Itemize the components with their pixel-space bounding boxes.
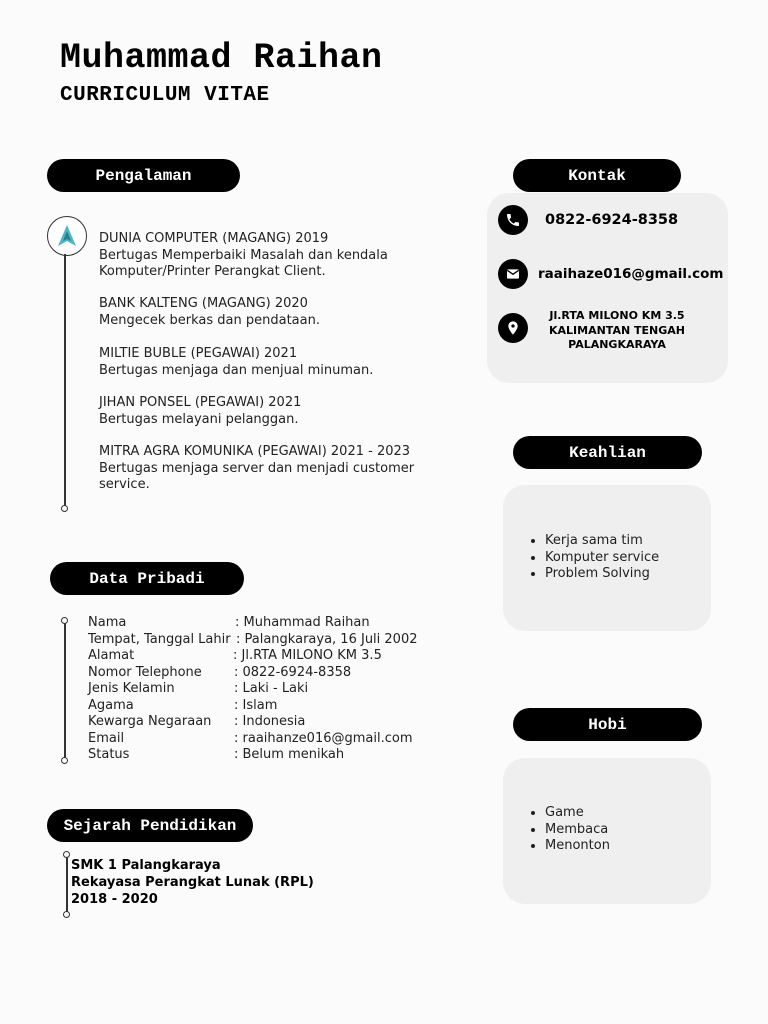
skill-item: • Komputer service: [545, 550, 659, 567]
experience-item: [99, 395, 301, 428]
timeline-end-dot: [61, 505, 68, 512]
location-pin-icon: [498, 313, 528, 343]
personal-label: Tempat, Tanggal Lahir: [88, 631, 231, 647]
timeline-end-dot: [61, 757, 68, 764]
personal-value: : Muhammad Raihan: [235, 615, 370, 630]
document-title: CURRICULUM VITAE: [60, 84, 270, 107]
hobby-item: • Membaca: [545, 822, 610, 839]
skill-item: • Kerja sama tim: [545, 533, 659, 550]
timeline-start-dot: [61, 617, 68, 624]
phone-icon: [498, 205, 528, 235]
timeline-end-dot: [63, 911, 70, 918]
address-line: PALANGKARAYA: [568, 338, 666, 351]
personal-value: : Indonesia: [234, 714, 306, 729]
experience-desc: Komputer/Printer Perangkat Client.: [99, 264, 326, 279]
personal-label: Nama: [88, 615, 127, 630]
experience-desc: Bertugas menjaga dan menjual minuman.: [99, 362, 374, 378]
experience-title: MILTIE BUBLE (PEGAWAI) 2021: [99, 346, 298, 361]
logo-badge: [47, 216, 87, 256]
personal-label: Kewarga Negaraan: [88, 714, 212, 729]
experience-title: DUNIA COMPUTER (MAGANG) 2019: [99, 231, 329, 246]
personal-label: Email: [88, 730, 125, 746]
hobby-item: • Game: [545, 805, 610, 822]
email-address[interactable]: raaihaze016@gmail.com: [538, 266, 724, 282]
contact-heading: Kontak: [513, 159, 681, 192]
hobbies-heading: Hobi: [513, 708, 702, 741]
personal-label: Alamat: [88, 648, 135, 663]
skill-item: • Problem Solving: [545, 566, 659, 583]
personal-label: Status: [88, 747, 130, 762]
phone-number[interactable]: 0822-6924-8358: [545, 212, 679, 228]
experience-item: [99, 231, 388, 281]
experience-timeline: [64, 254, 66, 506]
address-line: Jl.RTA MILONO KM 3.5: [549, 309, 685, 322]
personal-label: Nomor Telephone: [88, 664, 202, 680]
experience-title: JIHAN PONSEL (PEGAWAI) 2021: [99, 395, 302, 410]
education-timeline: [66, 855, 68, 913]
experience-item: [99, 346, 373, 379]
school-name: SMK 1 Palangkaraya: [71, 858, 221, 873]
education-entry: [71, 857, 314, 908]
contact-email: [498, 259, 724, 289]
personal-data-heading: Data Pribadi: [50, 562, 244, 595]
experience-desc: Bertugas Memperbaiki Masalah dan kendala: [99, 247, 388, 263]
person-name: Muhammad Raihan: [60, 38, 383, 78]
experience-desc: Mengecek berkas dan pendataan.: [99, 312, 320, 328]
personal-value: : Laki - Laki: [234, 681, 309, 696]
address-text: [540, 309, 694, 353]
personal-label: Jenis Kelamin: [88, 681, 175, 696]
experience-desc: service.: [99, 477, 150, 492]
contact-address: [498, 313, 528, 343]
skills-heading: Keahlian: [513, 436, 702, 469]
logo-icon: [48, 217, 86, 255]
experience-heading: Pengalaman: [47, 159, 240, 192]
experience-item: [99, 444, 414, 494]
school-years: 2018 - 2020: [71, 892, 158, 907]
school-major: Rekayasa Perangkat Lunak (RPL): [71, 875, 314, 890]
personal-value: : Islam: [234, 697, 278, 713]
address-line: KALIMANTAN TENGAH: [549, 323, 685, 337]
experience-desc: Bertugas menjaga server dan menjadi customer: [99, 460, 415, 476]
experience-desc: Bertugas melayani pelanggan.: [99, 411, 299, 427]
experience-title: MITRA AGRA KOMUNIKA (PEGAWAI) 2021 - 2023: [99, 444, 411, 459]
email-icon: [498, 259, 528, 289]
education-heading: Sejarah Pendidikan: [47, 809, 253, 842]
personal-value: : raaihanze016@gmail.com: [234, 730, 413, 746]
personal-value: : Belum menikah: [234, 747, 345, 762]
hobby-item: • Menonton: [545, 838, 610, 855]
experience-item: [99, 296, 320, 329]
personal-label: Agama: [88, 697, 134, 713]
hobbies-list: [527, 805, 610, 855]
experience-title: BANK KALTENG (MAGANG) 2020: [99, 296, 308, 311]
contact-phone: [498, 205, 678, 235]
personal-value: : Palangkaraya, 16 Juli 2002: [236, 631, 418, 647]
timeline-start-dot: [63, 851, 70, 858]
personal-value: : 0822-6924-8358: [234, 664, 352, 680]
skills-list: [527, 533, 659, 583]
personal-timeline: [64, 621, 66, 761]
personal-value: : Jl.RTA MILONO KM 3.5: [233, 648, 382, 663]
